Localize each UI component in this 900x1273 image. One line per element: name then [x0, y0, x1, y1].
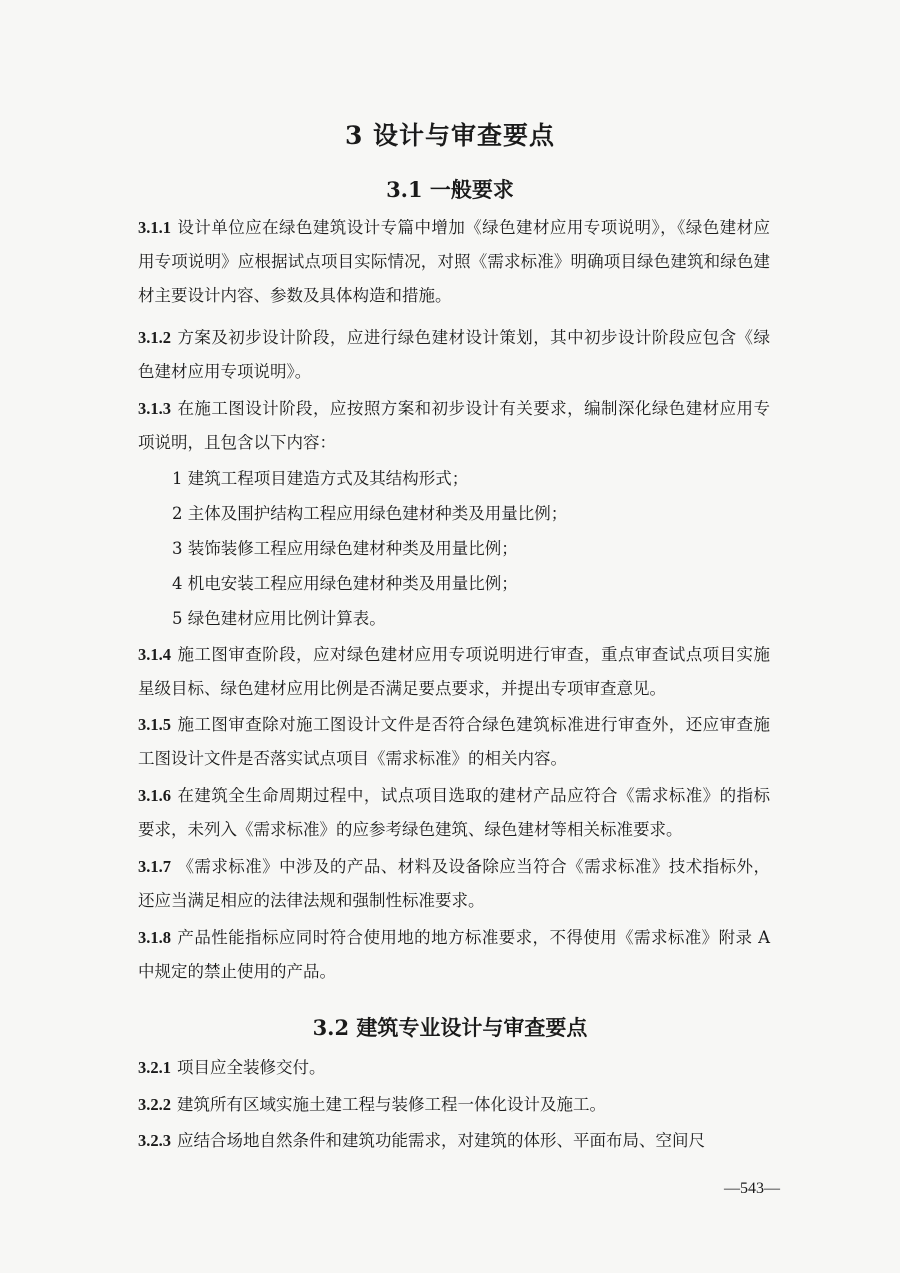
- clause-text: 项目应全装修交付。: [177, 1058, 326, 1077]
- clause-text: 应结合场地自然条件和建筑功能需求，对建筑的体形、平面布局、空间尺: [177, 1131, 705, 1150]
- page-number: —543—: [724, 1180, 780, 1197]
- clause-number: 3.1.3: [138, 399, 171, 418]
- clause-3-1-2: [138, 321, 770, 389]
- clause-3-1-7: [138, 850, 770, 918]
- clause-number: 3.1.4: [138, 645, 171, 664]
- clause-text: 方案及初步设计阶段，应进行绿色建材设计策划，其中初步设计阶段应包含《绿色建材应用专项说明》。: [138, 328, 770, 381]
- clause-number: 3.1.6: [138, 786, 171, 805]
- clause-3-1-8: [138, 921, 770, 989]
- clause-text: 施工图审查除对施工图设计文件是否符合绿色建筑标准进行审查外，还应审查施工图设计文件是否落实试点项目《需求标准》的相关内容。: [138, 715, 770, 768]
- clause-3-1-5: [138, 708, 770, 776]
- clause-text: 在建筑全生命周期过程中，试点项目选取的建材产品应符合《需求标准》的指标要求，未列入《需求标准》的应参考绿色建筑、绿色建材等相关标准要求。: [138, 786, 770, 839]
- list-item: 1 建筑工程项目建造方式及其结构形式；: [172, 469, 469, 488]
- clause-3-1-3: [138, 392, 770, 460]
- list-item: 4 机电安装工程应用绿色建材种类及用量比例；: [172, 574, 518, 593]
- clause-3-1-6: [138, 779, 770, 847]
- list-item: 5 绿色建材应用比例计算表。: [172, 609, 386, 628]
- clause-number: 3.2.2: [138, 1095, 171, 1114]
- clause-number: 3.1.1: [138, 218, 171, 237]
- clause-3-2-1: [138, 1051, 770, 1085]
- clause-text: 建筑所有区域实施土建工程与装修工程一体化设计及施工。: [177, 1095, 606, 1114]
- clause-3-2-3: [138, 1124, 770, 1158]
- section-title-3-2: 3.2 建筑专业设计与审查要点: [312, 1015, 588, 1040]
- clause-text: 在施工图设计阶段，应按照方案和初步设计有关要求，编制深化绿色建材应用专项说明，且包含以下内容：: [138, 399, 770, 452]
- clause-text: 产品性能指标应同时符合使用地的地方标准要求，不得使用《需求标准》附录 A 中规定的禁止使用的产品。: [138, 928, 770, 981]
- clause-3-1-4: [138, 638, 770, 706]
- clause-number: 3.2.3: [138, 1131, 171, 1150]
- clause-number: 3.1.8: [138, 928, 171, 947]
- clause-number: 3.1.7: [138, 857, 171, 876]
- list-item: 3 装饰装修工程应用绿色建材种类及用量比例；: [172, 539, 518, 558]
- clause-3-2-2: [138, 1088, 770, 1122]
- clause-number: 3.1.5: [138, 715, 171, 734]
- clause-number: 3.1.2: [138, 328, 171, 347]
- clause-text: 施工图审查阶段，应对绿色建材应用专项说明进行审查，重点审查试点项目实施星级目标、绿色建材应用比例是否满足要点要求，并提出专项审查意见。: [138, 645, 770, 698]
- clause-text: 《需求标准》中涉及的产品、材料及设备除应当符合《需求标准》技术指标外，还应当满足相应的法律法规和强制性标准要求。: [138, 857, 770, 910]
- clause-text: 设计单位应在绿色建筑设计专篇中增加《绿色建材应用专项说明》，《绿色建材应用专项说明》应根据试点项目实际情况，对照《需求标准》明确项目绿色建筑和绿色建材主要设计内容、参数及具体构造和措施。: [138, 218, 770, 305]
- clause-number: 3.2.1: [138, 1058, 171, 1077]
- section-title-3-1: 3.1 一般要求: [386, 177, 514, 202]
- list-item: 2 主体及围护结构工程应用绿色建材种类及用量比例；: [172, 504, 568, 523]
- clause-3-1-1: [138, 211, 770, 313]
- chapter-title: 3 设计与审查要点: [344, 121, 556, 150]
